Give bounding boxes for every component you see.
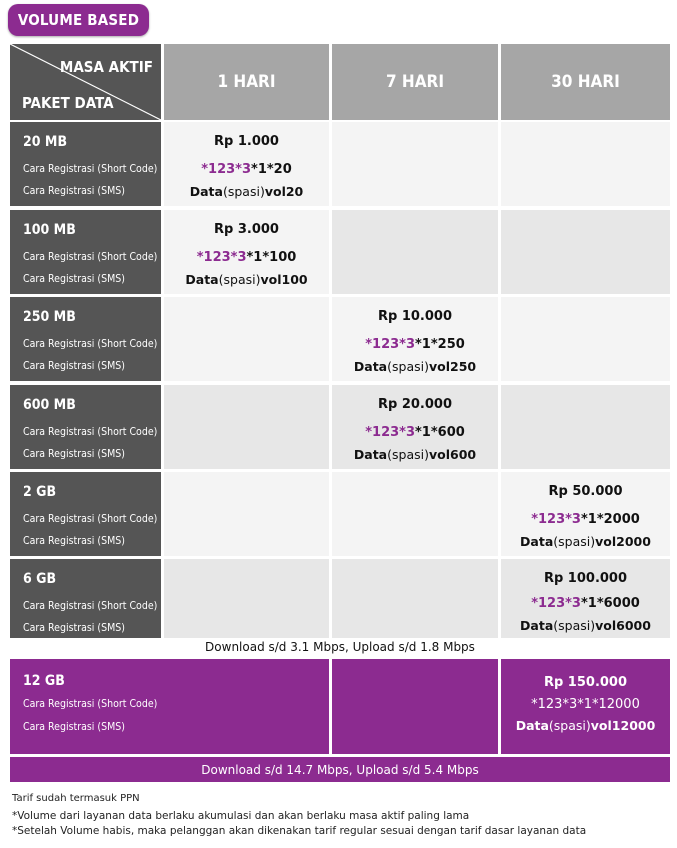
empty-cell xyxy=(332,122,498,206)
sms-label: Cara Registrasi (SMS) xyxy=(23,721,125,733)
row-label-20mb xyxy=(10,122,161,206)
speed-note-standard: Download s/d 3.1 Mbps, Upload s/d 1.8 Mbps xyxy=(205,640,475,654)
short-code-label: Cara Registrasi (Short Code) xyxy=(23,251,158,263)
table-corner-header xyxy=(10,44,161,120)
offer-cell-250mb-7-hari xyxy=(332,297,498,381)
volume-based-badge: VOLUME BASED xyxy=(8,4,149,36)
sms-code: Data(spasi)vol600 xyxy=(353,447,477,462)
short-code: *123*3*1*250 xyxy=(365,337,465,352)
row-label-6gb xyxy=(10,559,161,638)
sms-label: Cara Registrasi (SMS) xyxy=(23,185,125,197)
short-code-label: Cara Registrasi (Short Code) xyxy=(23,513,158,525)
package-size: 20 MB xyxy=(23,134,68,150)
sms-code: Data(spasi)vol100 xyxy=(185,272,308,287)
empty-cell xyxy=(332,210,498,294)
price: Rp 10.000 xyxy=(377,309,452,324)
empty-cell xyxy=(501,297,670,381)
empty-cell xyxy=(501,122,670,206)
empty-cell xyxy=(164,559,329,638)
paket-data-label: PAKET DATA xyxy=(22,94,114,112)
price: Rp 1.000 xyxy=(214,134,279,149)
row-label-12gb xyxy=(10,659,329,754)
empty-cell xyxy=(164,472,329,556)
short-code-label: Cara Registrasi (Short Code) xyxy=(23,600,158,612)
offer-cell-2gb-30-hari xyxy=(501,472,670,556)
price: Rp 20.000 xyxy=(377,397,452,412)
offer-cell-12gb-30-hari xyxy=(501,659,670,754)
package-size: 12 GB xyxy=(23,673,65,689)
row-label-100mb xyxy=(10,210,161,294)
offer-cell-600mb-7-hari xyxy=(332,385,498,469)
sms-code: Data(spasi)vol12000 xyxy=(515,718,656,733)
package-size: 6 GB xyxy=(23,571,57,587)
tax-note: Tarif sudah termasuk PPN xyxy=(12,793,140,804)
sms-label: Cara Registrasi (SMS) xyxy=(23,535,125,547)
short-code-label: Cara Registrasi (Short Code) xyxy=(23,698,158,710)
offer-cell-6gb-30-hari xyxy=(501,559,670,638)
empty-cell xyxy=(501,210,670,294)
price: Rp 3.000 xyxy=(214,222,279,237)
empty-cell xyxy=(332,659,498,754)
row-label-250mb xyxy=(10,297,161,381)
package-size: 250 MB xyxy=(23,309,76,325)
empty-cell xyxy=(332,559,498,638)
price: Rp 150.000 xyxy=(543,675,628,690)
row-label-2gb xyxy=(10,472,161,556)
short-code: *123*3*1*600 xyxy=(365,425,465,440)
footnote-volume: *Volume dari layanan data berlaku akumulasi dan akan berlaku masa aktif paling lama xyxy=(12,810,470,822)
short-code: *123*3*1*100 xyxy=(196,250,297,265)
short-code-label: Cara Registrasi (Short Code) xyxy=(23,338,158,350)
column-header-1-hari: 1 HARI xyxy=(164,44,329,120)
sms-code: Data(spasi)vol250 xyxy=(353,359,477,374)
masa-aktif-label: MASA AKTIF xyxy=(59,58,153,76)
sms-code: Data(spasi)vol6000 xyxy=(520,618,651,633)
empty-cell xyxy=(164,385,329,469)
column-header-7-hari: 7 HARI xyxy=(332,44,498,120)
package-size: 100 MB xyxy=(23,222,76,238)
offer-cell-20mb-1-hari xyxy=(164,122,329,206)
short-code-label: Cara Registrasi (Short Code) xyxy=(23,163,158,175)
price: Rp 50.000 xyxy=(548,484,623,499)
sms-label: Cara Registrasi (SMS) xyxy=(23,360,125,372)
offer-cell-100mb-1-hari xyxy=(164,210,329,294)
price: Rp 100.000 xyxy=(543,571,628,586)
empty-cell xyxy=(501,385,670,469)
short-code: *123*3*1*20 xyxy=(201,162,292,177)
short-code: *123*3*1*6000 xyxy=(531,596,640,611)
footnote-tariff: *Setelah Volume habis, maka pelanggan akan dikenakan tarif regular sesuai dengan tarif dasar layanan data xyxy=(12,825,587,837)
row-label-600mb xyxy=(10,385,161,469)
sms-label: Cara Registrasi (SMS) xyxy=(23,448,125,460)
package-size: 2 GB xyxy=(23,484,57,500)
short-code: *123*3*1*12000 xyxy=(531,697,640,712)
column-header-30-hari: 30 HARI xyxy=(501,44,670,120)
sms-code: Data(spasi)vol2000 xyxy=(520,534,651,549)
sms-label: Cara Registrasi (SMS) xyxy=(23,273,125,285)
short-code-label: Cara Registrasi (Short Code) xyxy=(23,426,158,438)
sms-label: Cara Registrasi (SMS) xyxy=(23,622,125,634)
package-size: 600 MB xyxy=(23,397,76,413)
empty-cell xyxy=(164,297,329,381)
empty-cell xyxy=(332,472,498,556)
sms-code: Data(spasi)vol20 xyxy=(189,184,304,199)
speed-note-premium: Download s/d 14.7 Mbps, Upload s/d 5.4 Mbps xyxy=(10,757,670,782)
short-code: *123*3*1*2000 xyxy=(531,512,640,527)
